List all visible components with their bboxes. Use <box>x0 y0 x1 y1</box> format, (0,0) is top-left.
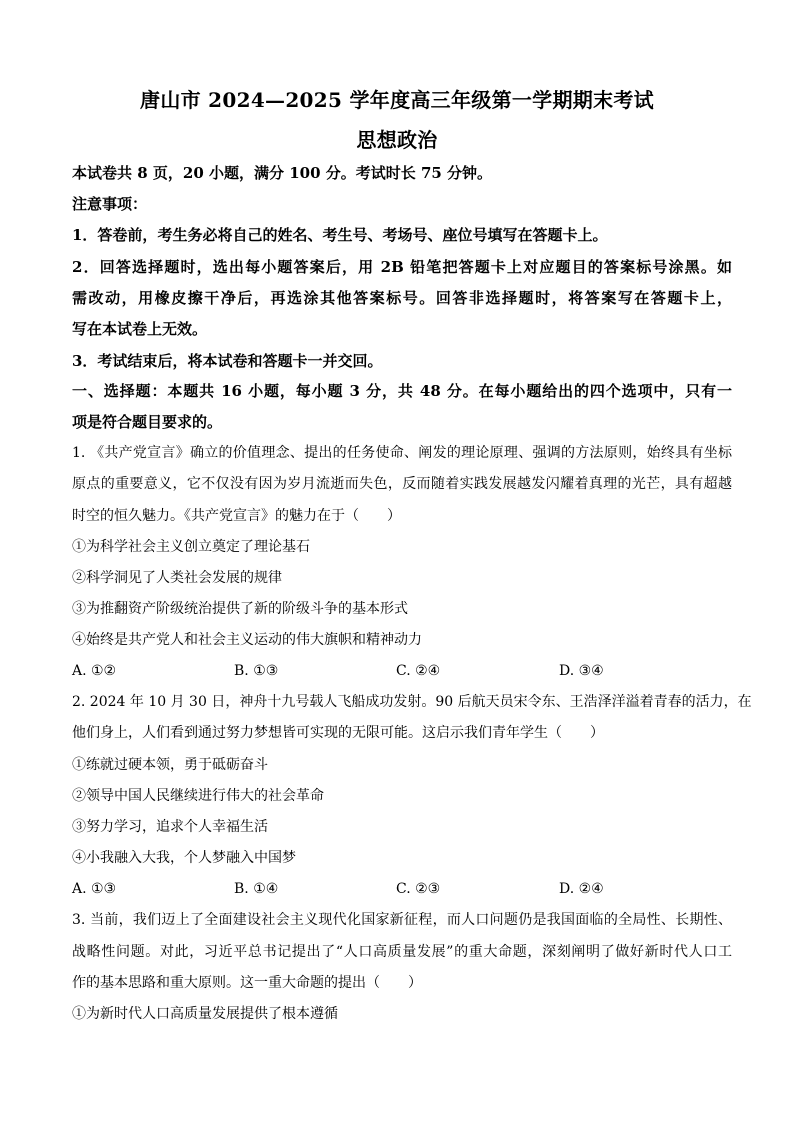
subject-title: 思想政治 <box>356 128 438 152</box>
note-3: 3．考试结束后，将本试卷和答题卡一并交回。 <box>72 352 383 370</box>
q1-statement-2: ②科学洞见了人类社会发展的规律 <box>72 570 282 586</box>
q2-option-a: A. ①③ <box>72 881 117 897</box>
q3-stem-line-2: 战略性问题。对此，习近平总书记提出了“人口高质量发展”的重大命题，深刻阐明了做好新时代人口工 <box>72 944 732 960</box>
q1-option-c: C. ②④ <box>396 663 441 679</box>
notes-heading: 注意事项： <box>72 195 148 213</box>
exam-title: 唐山市 2024—2025 学年度高三年级第一学期期末考试 <box>140 88 654 112</box>
section-heading-line-2: 项是符合题目要求的。 <box>72 413 223 431</box>
q1-statement-1: ①为科学社会主义创立奠定了理论基石 <box>72 539 310 555</box>
q1-statement-3: ③为推翻资产阶级统治提供了新的阶级斗争的基本形式 <box>72 601 408 617</box>
q2-option-c: C. ②③ <box>396 881 441 897</box>
q3-stem-line-1: 3. 当前，我们迈上了全面建设社会主义现代化国家新征程，而人口问题仍是我国面临的全局性、长期性、 <box>72 912 732 928</box>
q1-statement-4: ④始终是共产党人和社会主义运动的伟大旗帜和精神动力 <box>72 632 422 648</box>
q2-option-d: D. ②④ <box>559 881 604 897</box>
q2-statement-4: ④小我融入大我，个人梦融入中国梦 <box>72 850 296 866</box>
section-heading-line-1: 一、选择题：本题共 16 小题，每小题 3 分，共 48 分。在每小题给出的四个选项中，只有一 <box>72 382 732 400</box>
q1-option-d: D. ③④ <box>559 663 604 679</box>
q2-stem-line-2: 他们身上，人们看到通过努力梦想皆可实现的无限可能。这启示我们青年学生（ ） <box>72 725 604 741</box>
q2-statement-1: ①练就过硬本领，勇于砥砺奋斗 <box>72 757 268 773</box>
paper-summary: 本试卷共 8 页，20 小题，满分 100 分。考试时长 75 分钟。 <box>72 164 493 182</box>
q2-statement-3: ③努力学习，追求个人幸福生活 <box>72 819 268 835</box>
q1-stem-line-1: 1. 《共产党宣言》确立的价值理念、提出的任务使命、阐发的理论原理、强调的方法原则，始终具有坐标 <box>72 445 732 461</box>
q1-stem-line-2: 原点的重要意义，它不仅没有因为岁月流逝而失色，反而随着实践发展越发闪耀着真理的光芒，具有超越 <box>72 476 732 492</box>
q2-statement-2: ②领导中国人民继续进行伟大的社会革命 <box>72 788 324 804</box>
q1-stem-line-3: 时空的恒久魅力。《共产党宣言》的魅力在于（ ） <box>72 508 401 524</box>
note-2-line-1: 2．回答选择题时，选出每小题答案后，用 2B 铅笔把答题卡上对应题目的答案标号涂黑。如 <box>72 258 732 276</box>
note-1: 1．答卷前，考生务必将自己的姓名、考生号、考场号、座位号填写在答题卡上。 <box>72 226 608 244</box>
q3-stem-line-3: 作的基本思路和重大原则。这一重大命题的提出（ ） <box>72 975 422 991</box>
q3-statement-1: ①为新时代人口高质量发展提供了根本遵循 <box>72 1006 338 1022</box>
q1-option-b: B. ①③ <box>234 663 279 679</box>
q2-stem-line-1: 2. 2024 年 10 月 30 日，神舟十九号载人飞船成功发射。90 后航天员宋令东、王浩泽洋溢着青春的活力，在 <box>72 694 752 710</box>
q2-option-b: B. ①④ <box>234 881 279 897</box>
q1-option-a: A. ①② <box>72 663 117 679</box>
note-2-line-3: 写在本试卷上无效。 <box>72 320 208 338</box>
note-2-line-2: 需改动，用橡皮擦干净后，再选涂其他答案标号。回答非选择题时，将答案写在答题卡上， <box>72 289 732 307</box>
